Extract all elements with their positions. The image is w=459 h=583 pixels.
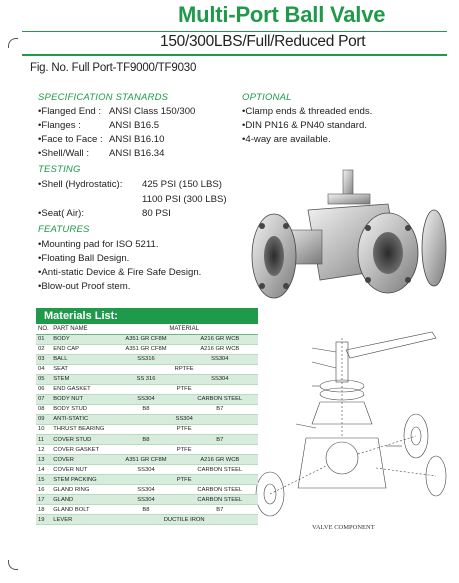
table-cell: B8 [110, 505, 181, 515]
table-cell: A216 GR WCB [182, 344, 258, 354]
table-cell: SS 316 [110, 374, 181, 384]
table-cell: 18 [36, 505, 51, 515]
table-cell: SS304 [110, 485, 181, 495]
table-cell: COVER GASKET [51, 445, 110, 455]
spec-item: •Face to Face : ANSI B16.10 [38, 134, 165, 145]
table-row [36, 344, 258, 354]
table-cell: SS304 [110, 495, 181, 505]
table-row [36, 354, 258, 364]
spec-heading: SPECIFICATION STANARDS [38, 92, 169, 103]
table-cell: GLAND RING [51, 485, 110, 495]
table-cell: STEM [51, 374, 110, 384]
table-cell: 11 [36, 435, 51, 445]
table-cell: PTFE [110, 384, 258, 394]
spec-item: •Flanged End : ANSI Class 150/300 [38, 106, 196, 117]
testing-seat: •Seat( Air): 80 PSI [38, 208, 171, 219]
table-row [36, 505, 258, 515]
materials-rows [36, 334, 258, 525]
spec-item: •Flanges : ANSI B16.5 [38, 120, 160, 131]
table-cell: DUCTILE IRON [110, 515, 258, 525]
table-cell: 10 [36, 424, 51, 434]
table-cell: 03 [36, 354, 51, 364]
table-row [36, 334, 258, 344]
testing-shell: •Shell (Hydrostatic): 425 PSI (150 LBS) [38, 179, 222, 190]
table-cell: 16 [36, 485, 51, 495]
table-cell: A351 GR CF8M [110, 344, 181, 354]
table-row [36, 374, 258, 384]
table-cell: PTFE [110, 424, 258, 434]
table-cell: SS304 [182, 354, 258, 364]
table-cell: PTFE [110, 475, 258, 485]
table-row [36, 424, 258, 434]
table-cell: CARBON STEEL [182, 495, 258, 505]
title-rule [22, 31, 447, 32]
table-cell: 09 [36, 414, 51, 424]
feature-item: •Blow-out Proof stem. [38, 281, 131, 292]
materials-table [36, 324, 258, 525]
table-cell: SS304 [110, 414, 258, 424]
valve-exploded-diagram [236, 328, 452, 528]
table-row [36, 465, 258, 475]
col-header-material: MATERIAL [110, 324, 258, 334]
corner-mark-top [8, 38, 18, 48]
optional-item: •4-way are available. [242, 134, 331, 145]
feature-item: •Anti-static Device & Fire Safe Design. [38, 267, 202, 278]
testing-shell-300: 1100 PSI (300 LBS) [142, 194, 227, 205]
optional-item: •DIN PN16 & PN40 standard. [242, 120, 367, 131]
table-row [36, 364, 258, 374]
table-cell: 04 [36, 364, 51, 374]
table-cell: COVER NUT [51, 465, 110, 475]
table-cell: BALL [51, 354, 110, 364]
table-row [36, 485, 258, 495]
spec-item: •Shell/Wall : ANSI B16.34 [38, 148, 165, 159]
table-cell: RPTFE [110, 364, 258, 374]
table-cell: 14 [36, 465, 51, 475]
table-cell: A351 GR CF8M [110, 455, 181, 465]
table-cell: 06 [36, 384, 51, 394]
table-cell: 08 [36, 404, 51, 414]
table-cell: CARBON STEEL [182, 394, 258, 404]
valve-photo [248, 168, 448, 323]
corner-mark-bottom [8, 560, 18, 570]
table-row [36, 414, 258, 424]
table-cell: B8 [110, 435, 181, 445]
table-row [36, 384, 258, 394]
table-cell: B7 [182, 505, 258, 515]
table-cell: SS304 [110, 465, 181, 475]
table-cell: 12 [36, 445, 51, 455]
table-row [36, 495, 258, 505]
features-heading: FEATURES [38, 224, 90, 235]
table-cell: CARBON STEEL [182, 485, 258, 495]
table-cell: SS304 [182, 374, 258, 384]
table-cell: A216 GR WCB [182, 334, 258, 344]
table-cell: 19 [36, 515, 51, 525]
table-cell: GLAND BOLT [51, 505, 110, 515]
materials-title: Materials List: [36, 308, 258, 324]
table-cell: 15 [36, 475, 51, 485]
table-cell: ANTI-STATIC [51, 414, 110, 424]
optional-item: •Clamp ends & threaded ends. [242, 106, 373, 117]
table-row [36, 455, 258, 465]
table-cell: SEAT [51, 364, 110, 374]
page-subtitle: 150/300LBS/Full/Reduced Port [160, 33, 366, 50]
table-row [36, 404, 258, 414]
table-cell: 13 [36, 455, 51, 465]
table-cell: B7 [182, 435, 258, 445]
table-cell: SS304 [110, 394, 181, 404]
table-row [36, 445, 258, 455]
col-header-no: NO. [36, 324, 51, 334]
table-cell: B7 [182, 404, 258, 414]
subtitle-rule [22, 54, 447, 56]
table-cell: BODY [51, 334, 110, 344]
feature-item: •Floating Ball Design. [38, 253, 130, 264]
table-cell: GLAND [51, 495, 110, 505]
table-cell: 01 [36, 334, 51, 344]
table-cell: THRUST BEARING [51, 424, 110, 434]
table-cell: BODY STUD [51, 404, 110, 414]
exploded-caption: VALVE COMPONENT [312, 524, 375, 531]
table-cell: 05 [36, 374, 51, 384]
table-cell: 17 [36, 495, 51, 505]
table-cell: A216 GR WCB [182, 455, 258, 465]
testing-heading: TESTING [38, 164, 81, 175]
table-cell: END CAP [51, 344, 110, 354]
table-cell: PTFE [110, 445, 258, 455]
table-row [36, 475, 258, 485]
feature-item: •Mounting pad for ISO 5211. [38, 239, 159, 250]
table-row [36, 515, 258, 525]
table-cell: A351 GR CF8M [110, 334, 181, 344]
table-cell: CARBON STEEL [182, 465, 258, 475]
table-cell: 02 [36, 344, 51, 354]
table-cell: LEVER [51, 515, 110, 525]
table-cell: END GASKET [51, 384, 110, 394]
table-cell: COVER STUD [51, 435, 110, 445]
table-cell: B8 [110, 404, 181, 414]
table-cell: SS316 [110, 354, 181, 364]
table-header-row [36, 324, 258, 334]
table-row [36, 394, 258, 404]
col-header-part: PART NAME [51, 324, 110, 334]
table-cell: COVER [51, 455, 110, 465]
table-cell: STEM PACKING [51, 475, 110, 485]
table-cell: 07 [36, 394, 51, 404]
table-cell: BODY NUT [51, 394, 110, 404]
page-title: Multi-Port Ball Valve [178, 2, 386, 27]
table-row [36, 435, 258, 445]
optional-heading: OPTIONAL [242, 92, 292, 103]
figure-number: Fig. No. Full Port-TF9000/TF9030 [30, 62, 197, 74]
